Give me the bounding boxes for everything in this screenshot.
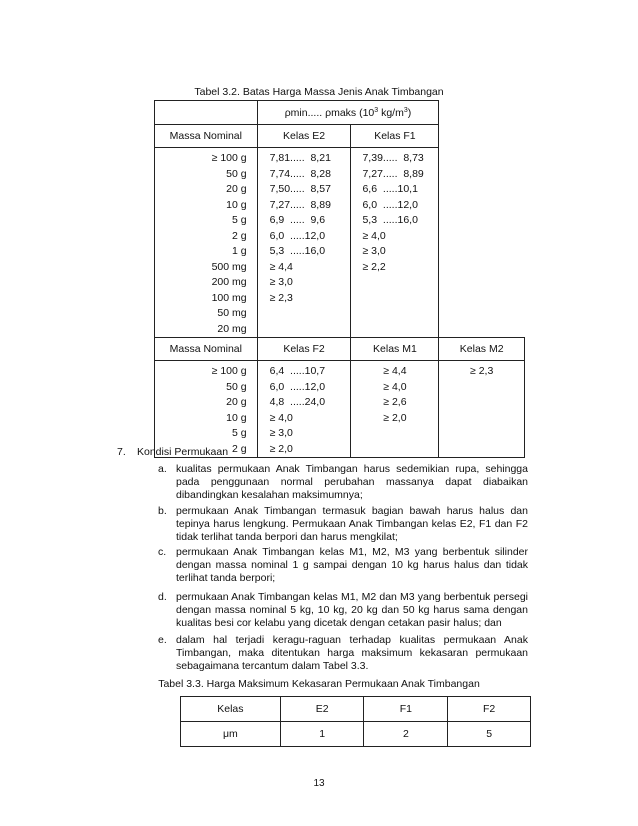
kelas-f2-column (257, 361, 351, 458)
list-item-text: kualitas permukaan Anak Timbangan harus sedemikian rupa, sehingga pada penggunaan normal perubahan massanya dapat diabaikan dibandingkan kesalahan maksimumnya; (176, 463, 528, 501)
massa-nominal-cell: 5 g (232, 427, 247, 439)
header-massa-nominal-2: Massa Nominal (155, 338, 258, 361)
kelas-e2-value: 5,3 .....16,0 (269, 245, 326, 257)
header-kelas-f2: Kelas F2 (257, 338, 351, 361)
massa-nominal-cell: 20 g (226, 183, 247, 195)
kelas-f1-column (351, 148, 439, 338)
kelas-m1-value: ≥ 4,0 (383, 380, 407, 393)
kelas-e2-value: 6,9 ..... 9,6 (269, 214, 326, 226)
massa-nominal-cell: 1 g (232, 245, 247, 257)
kelas-e2-value: 6,0 .....12,0 (269, 229, 326, 242)
massa-nominal-cell: 10 g (226, 411, 247, 424)
massa-nominal-cell: 200 mg (211, 276, 247, 288)
list-item-a: a. kualitas permukaan Anak Timbangan harus sedemikian rupa, sehingga pada penggunaan normal perubahan massanya dapat diabaikan dibandingkan kesalahan maksimumnya; (158, 463, 528, 501)
massa-nominal-cell: 50 mg (217, 307, 247, 319)
kelas-e2-value: ≥ 4,4 (269, 260, 293, 273)
kelas-e2-value: ≥ 3,0 (269, 276, 293, 288)
kelas-f1-value: 6,6 .....10,1 (362, 183, 418, 195)
kelas-e2-value: ≥ 2,3 (269, 291, 293, 304)
kelas-f2-value: ≥ 3,0 (269, 427, 293, 439)
rho-header: ρmin..... ρmaks ($10^3$ $kg/m^3$) (257, 101, 439, 125)
t33-header-f1: F1 (364, 697, 448, 722)
t33-value-f1: 2 (364, 722, 448, 747)
list-item-text: dalam hal terjadi keragu-raguan terhadap kualitas permukaan Anak Timbangan, maka ditentukan harga maksimum kekasaran permukaan sebagaimana tercantum dalam Tabel 3.3. (176, 634, 528, 672)
header-kelas-e2: Kelas E2 (257, 125, 351, 148)
kelas-f1-value: ≥ 2,2 (362, 260, 386, 273)
header-massa-nominal: Massa Nominal (155, 125, 258, 148)
kelas-f2-value: 6,4 .....10,7 (269, 365, 326, 377)
kelas-m1-value: ≥ 4,4 (383, 365, 407, 377)
kelas-m1-column (351, 361, 439, 458)
kelas-f1-value: 7,27..... 8,89 (362, 167, 424, 180)
header-kelas-m2: Kelas M2 (439, 338, 525, 361)
table-3-3 (180, 696, 531, 747)
kelas-m1-value: ≥ 2,0 (383, 411, 407, 424)
massa-column-bottom (155, 361, 258, 458)
kelas-f1-value: 6,0 .....12,0 (362, 198, 418, 211)
header-kelas-f1: Kelas F1 (351, 125, 439, 148)
t33-header-f2: F2 (448, 697, 531, 722)
list-item-b: b. permukaan Anak Timbangan termasuk bagian bawah harus halus dan tepinya harus lengkung. Permukaan Anak Timbangan kelas E2, F1 dan F2 tidak terlihat tanda berpori dan harus mengkilat; (158, 505, 528, 543)
massa-nominal-cell: 20 g (226, 396, 247, 408)
kelas-f2-value: 6,0 .....12,0 (269, 380, 326, 393)
kelas-e2-value: 7,27..... 8,89 (269, 198, 331, 211)
kelas-f1-value: ≥ 3,0 (362, 245, 386, 257)
t33-header-e2: E2 (280, 697, 364, 722)
list-item-e: e. dalam hal terjadi keragu-raguan terhadap kualitas permukaan Anak Timbangan, maka ditentukan harga maksimum kekasaran permukaan sebagaimana tercantum dalam Tabel 3.3. (158, 634, 528, 672)
massa-nominal-cell: 5 g (232, 214, 247, 226)
kelas-f1-value: 5,3 .....16,0 (362, 214, 418, 226)
kelas-f2-value: ≥ 4,0 (269, 411, 293, 424)
massa-column-top (155, 148, 258, 338)
t33-header-kelas: Kelas (181, 697, 281, 722)
massa-nominal-cell: 50 g (226, 167, 247, 180)
table-3-2 (154, 100, 525, 458)
kelas-m2-column (439, 361, 525, 458)
kelas-f2-value: 4,8 .....24,0 (269, 396, 326, 408)
kelas-e2-value: 7,81..... 8,21 (269, 152, 331, 164)
kelas-f2-value: ≥ 2,0 (269, 442, 293, 455)
massa-nominal-cell: 100 mg (211, 291, 247, 304)
list-item-text: permukaan Anak Timbangan kelas M1, M2, M3 yang berbentuk silinder dengan massa nominal 1 g sampai dengan 10 kg harus halus dan tidak terlihat tanda berpori; (176, 546, 528, 584)
massa-nominal-cell: 2 g (232, 229, 247, 242)
massa-nominal-cell: 50 g (226, 380, 247, 393)
massa-nominal-cell: 20 mg (217, 322, 247, 335)
kelas-e2-value: 7,50..... 8,57 (269, 183, 331, 195)
kelas-e2-column (257, 148, 351, 338)
massa-nominal-cell: ≥ 100 g (211, 365, 247, 377)
kelas-f1-value: ≥ 4,0 (362, 229, 386, 242)
table-3-3-caption: Tabel 3.3. Harga Maksimum Kekasaran Permukaan Anak Timbangan (158, 678, 480, 690)
massa-nominal-cell: 2 g (232, 442, 247, 455)
kelas-e2-value: 7,74..... 8,28 (269, 167, 331, 180)
section-number: 7. (117, 446, 126, 458)
massa-nominal-cell: 500 mg (211, 260, 247, 273)
list-item-text: permukaan Anak Timbangan termasuk bagian bawah harus halus dan tepinya harus lengkung. Permukaan Anak Timbangan kelas E2, F1 dan F2 tidak terlihat tanda berpori dan harus mengkilat; (176, 505, 528, 543)
kelas-m1-value: ≥ 2,6 (383, 396, 407, 408)
kelas-m2-value: ≥ 2,3 (470, 365, 494, 377)
page-number: 13 (313, 778, 325, 789)
t33-value-f2: 5 (448, 722, 531, 747)
massa-nominal-cell: ≥ 100 g (211, 152, 247, 164)
list-item-c: c. permukaan Anak Timbangan kelas M1, M2, M3 yang berbentuk silinder dengan massa nominal 1 g sampai dengan 10 kg harus halus dan tidak terlihat tanda berpori; (158, 546, 528, 584)
massa-nominal-cell: 10 g (226, 198, 247, 211)
t33-value-e2: 1 (280, 722, 364, 747)
kelas-f1-value: 7,39..... 8,73 (362, 152, 424, 164)
header-kelas-m1: Kelas M1 (351, 338, 439, 361)
list-item-text: permukaan Anak Timbangan kelas M1, M2 dan M3 yang berbentuk persegi dengan massa nominal 5 kg, 10 kg, 20 kg dan 50 kg harus sama dengan kualitas besi cor kelabu yang dicetak dengan cetakan pasir halus; dan (176, 591, 528, 629)
table-3-2-caption: Tabel 3.2. Batas Harga Massa Jenis Anak Timbangan (194, 86, 444, 98)
section-title: Kondisi Permukaan (137, 446, 229, 458)
t33-unit: μm (181, 722, 281, 747)
list-item-d: d. permukaan Anak Timbangan kelas M1, M2 dan M3 yang berbentuk persegi dengan massa nominal 5 kg, 10 kg, 20 kg dan 50 kg harus sama dengan kualitas besi cor kelabu yang dicetak dengan cetakan pasir halus; dan (158, 591, 528, 629)
